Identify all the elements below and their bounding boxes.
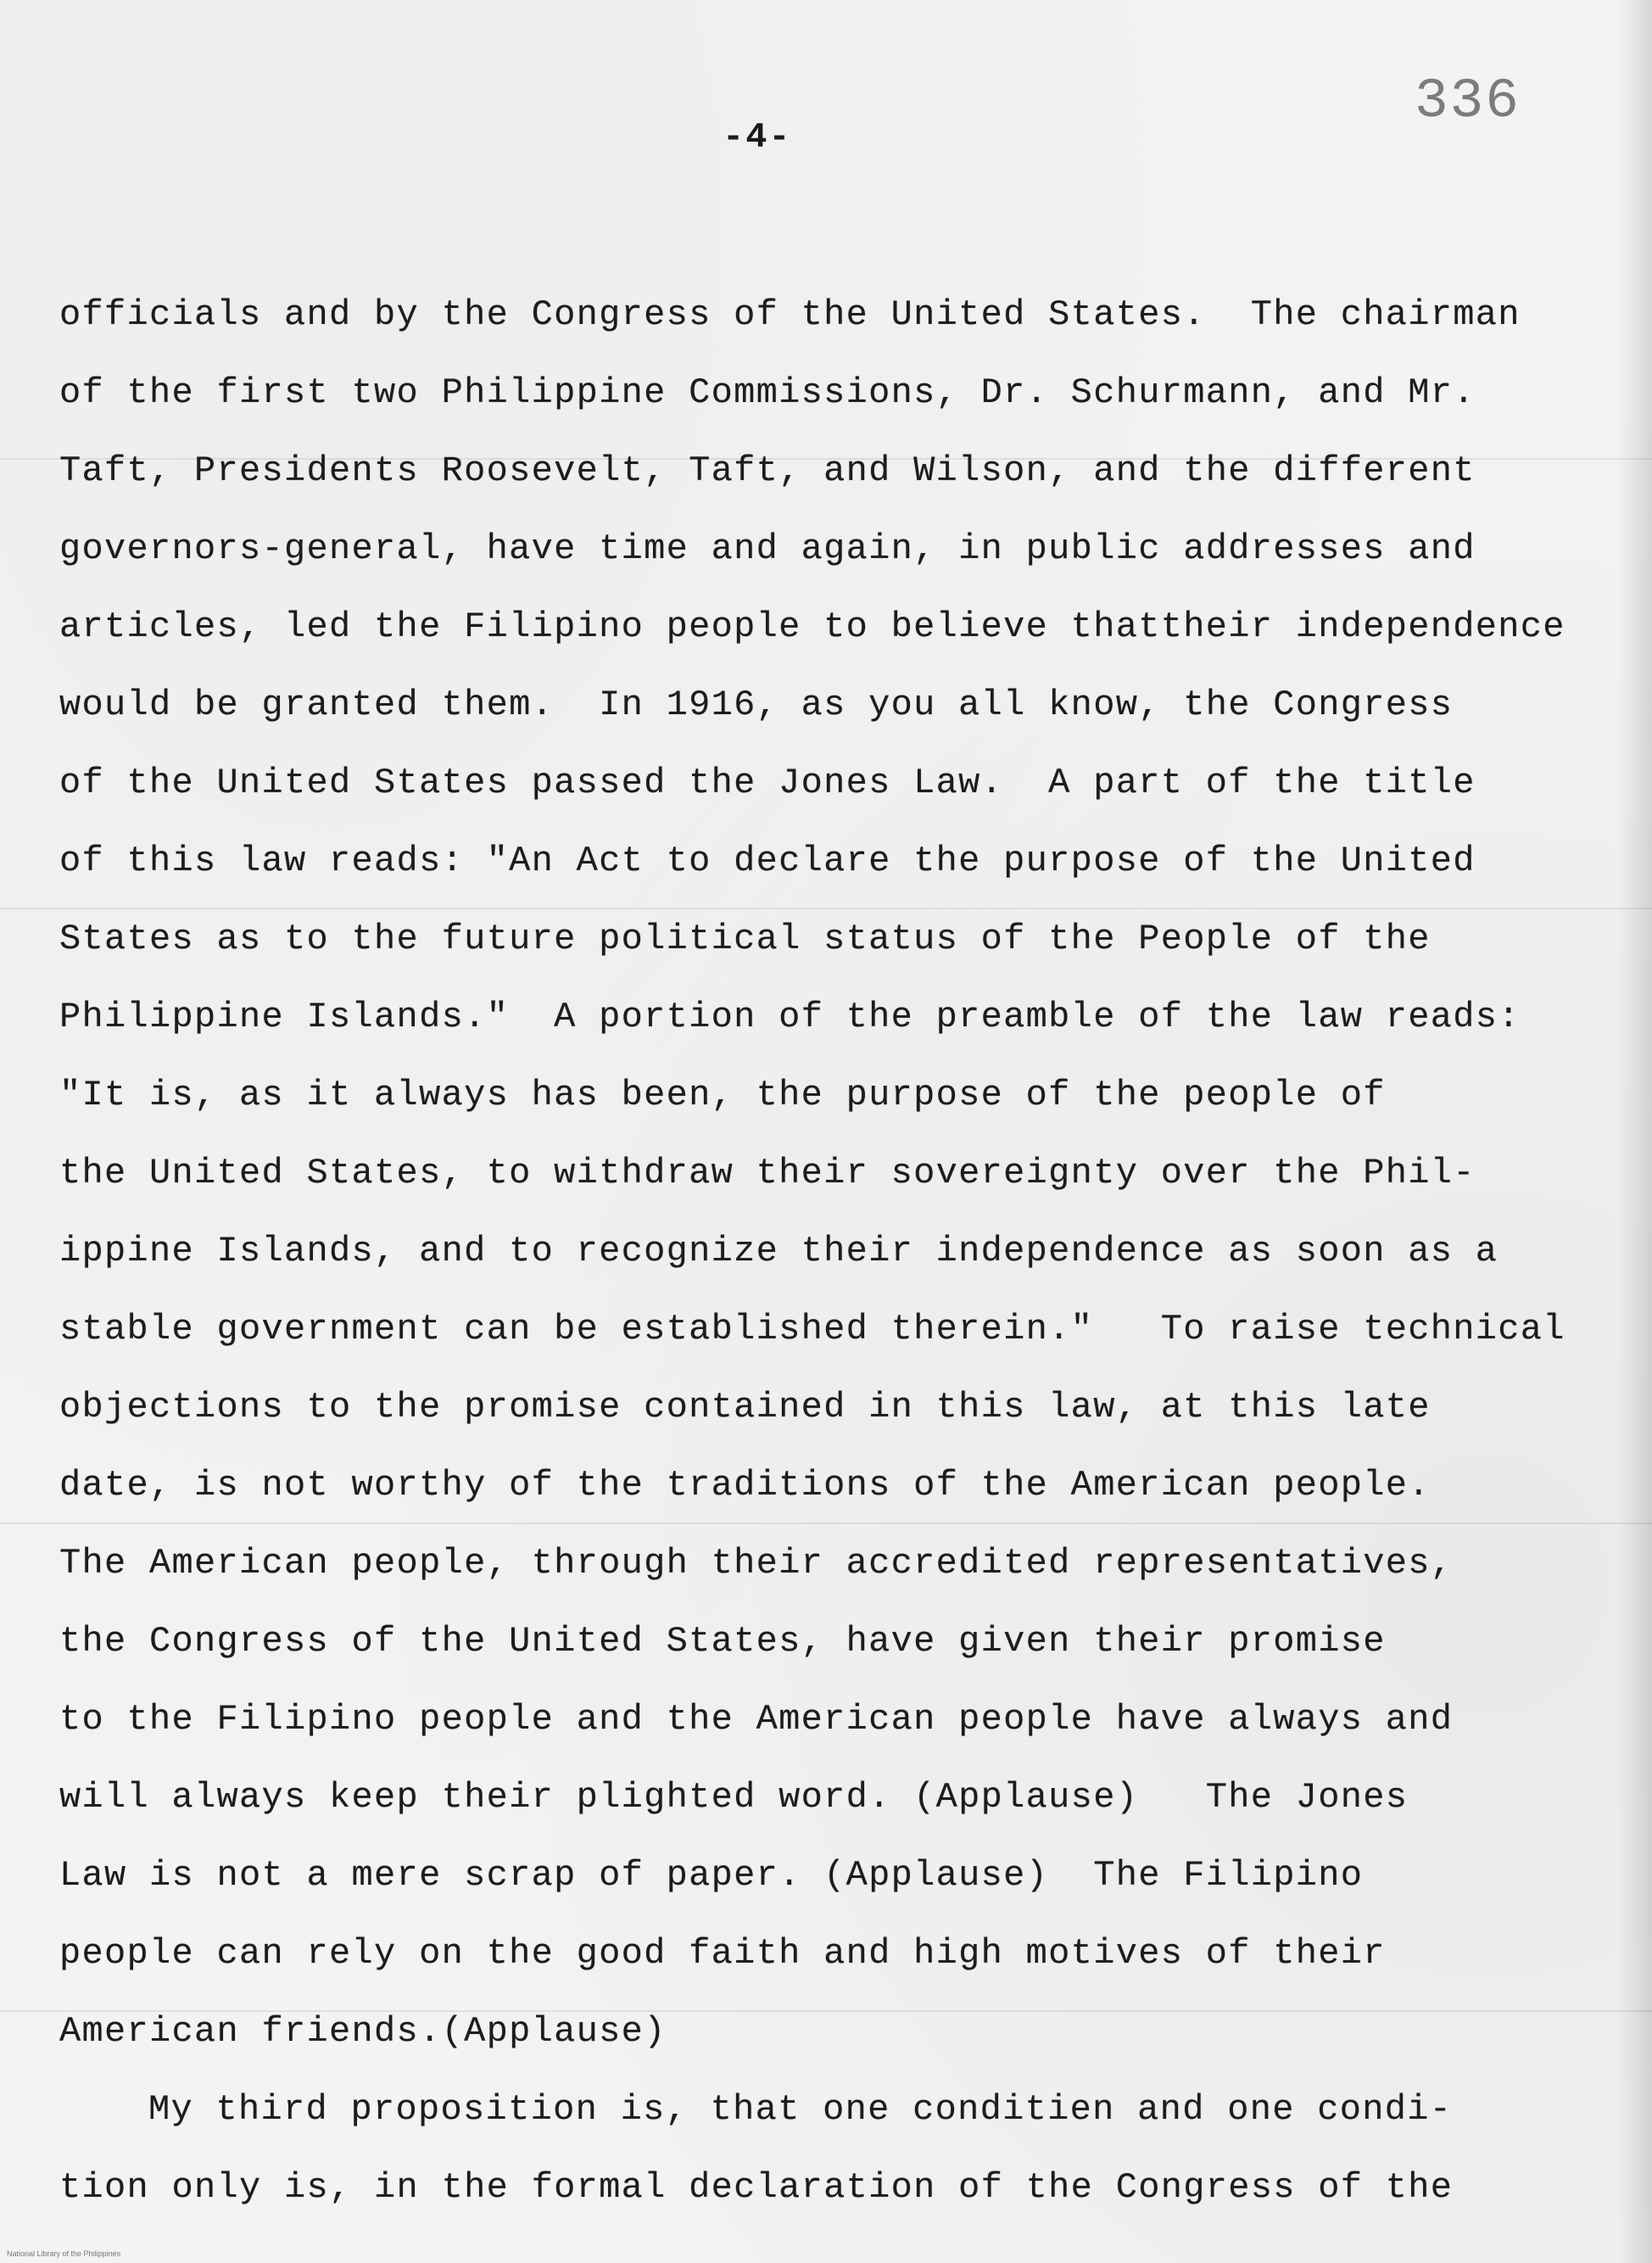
text-line: officials and by the Congress of the United States. The chairman bbox=[59, 294, 1521, 335]
text-line: Taft, Presidents Roosevelt, Taft, and Wilson, and the different bbox=[59, 450, 1476, 491]
text-line: articles, led the Filipino people to believe thattheir independence bbox=[59, 606, 1565, 647]
text-line: to the Filipino people and the American people have always and bbox=[59, 1699, 1454, 1740]
text-line: objections to the promise contained in this law, at this late bbox=[59, 1387, 1431, 1428]
text-line: ippine Islands, and to recognize their independence as soon as a bbox=[59, 1231, 1499, 1271]
text-line: "It is, as it always has been, the purpose of the people of bbox=[59, 1075, 1386, 1115]
text-line: the United States, to withdraw their sovereignty over the Phil- bbox=[59, 1153, 1476, 1193]
archive-stamp: 336 bbox=[1415, 70, 1521, 133]
text-line: stable government can be established therein." To raise technical bbox=[59, 1309, 1565, 1349]
text-line: Philippine Islands." A portion of the preamble of the law reads: bbox=[59, 997, 1521, 1037]
text-line: of the United States passed the Jones Law. A part of the title bbox=[59, 763, 1476, 803]
footer-credit: National Library of the Philippines bbox=[7, 2249, 121, 2258]
text-line: the Congress of the United States, have given their promise bbox=[59, 1621, 1386, 1662]
text-line: The American people, through their accredited representatives, bbox=[59, 1543, 1454, 1584]
page-number: -4- bbox=[723, 117, 792, 158]
text-line: people can rely on the good faith and high motives of their bbox=[59, 1933, 1386, 1974]
text-line: States as to the future political status of the People of the bbox=[59, 919, 1431, 959]
text-line: of this law reads: "An Act to declare the purpose of the United bbox=[59, 841, 1476, 881]
text-line: tion only is, in the formal declaration of the Congress of the bbox=[59, 2167, 1454, 2208]
text-line: of the first two Philippine Commissions, Dr. Schurmann, and Mr. bbox=[59, 372, 1476, 413]
text-line: American friends.(Applause) bbox=[59, 2011, 667, 2052]
paragraph-two-first-line: My third proposition is, that one conditien and one condi- bbox=[148, 2089, 1453, 2130]
text-line: governors-general, have time and again, in public addresses and bbox=[59, 528, 1476, 569]
body-text bbox=[59, 276, 1645, 2227]
text-line: would be granted them. In 1916, as you all know, the Congress bbox=[59, 684, 1454, 725]
text-line: Law is not a mere scrap of paper. (Applause) The Filipino bbox=[59, 1855, 1364, 1896]
text-line: will always keep their plighted word. (Applause) The Jones bbox=[59, 1777, 1409, 1818]
text-line: date, is not worthy of the traditions of the American people. bbox=[59, 1465, 1431, 1506]
